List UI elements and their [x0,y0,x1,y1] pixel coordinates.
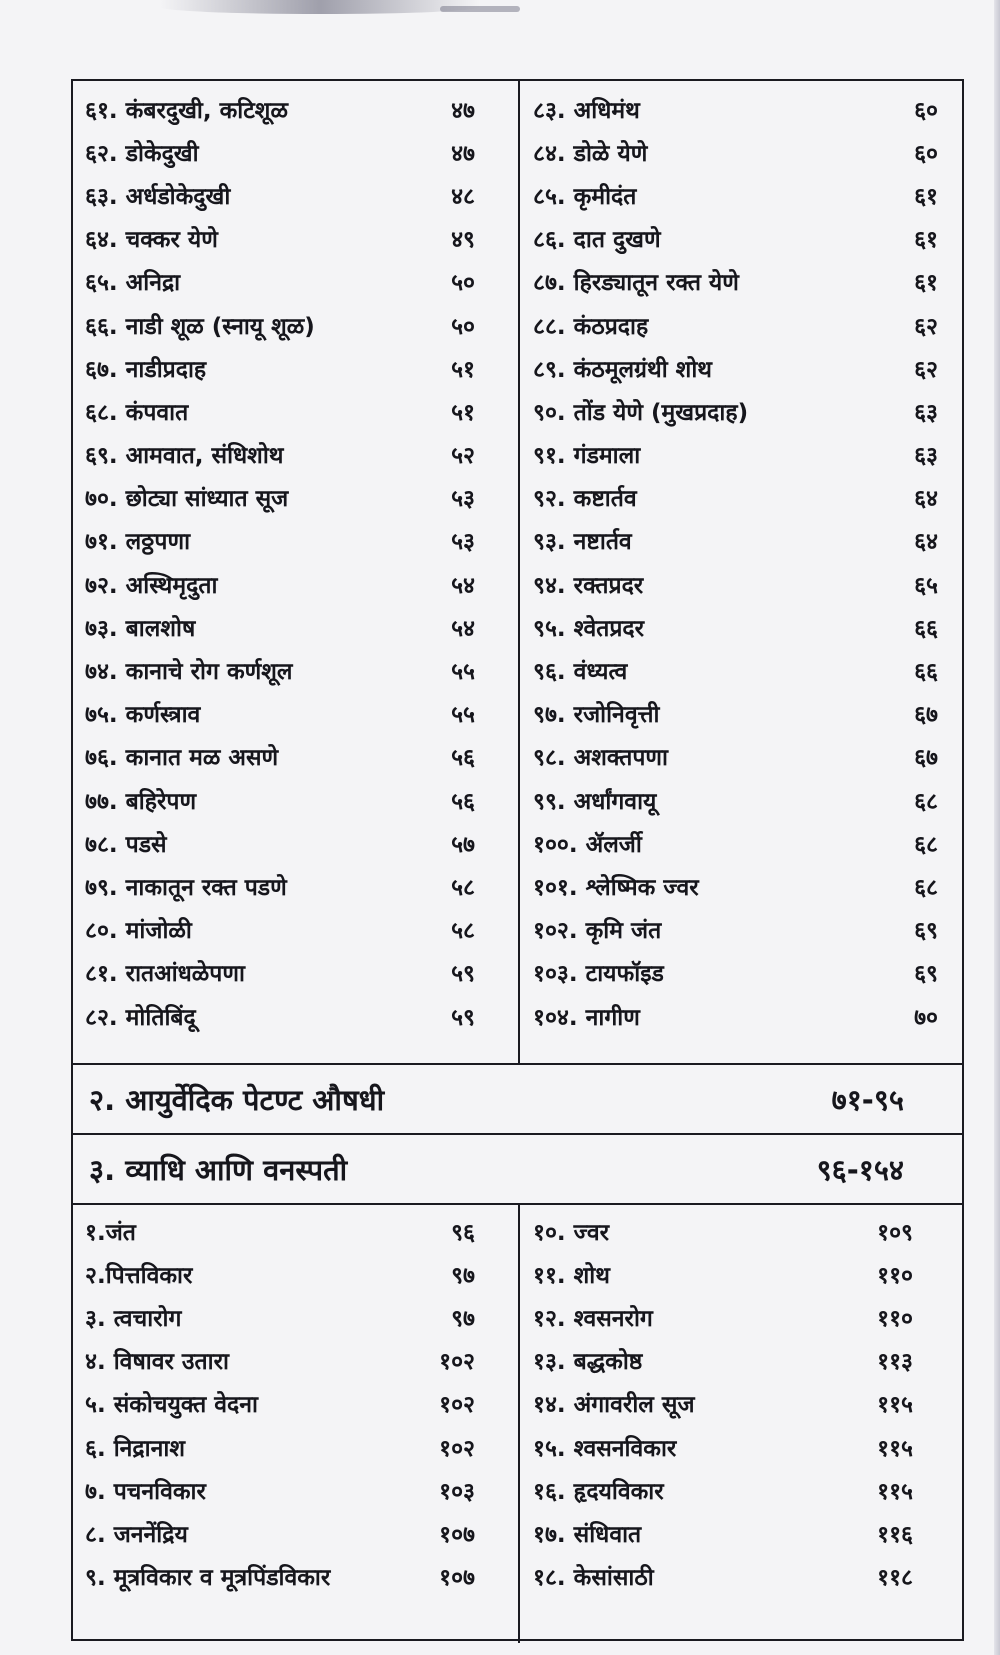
scan-smudge-mark [440,6,520,12]
entry-label: १६. हृदयविकार [533,1478,664,1505]
entry-label: ७४. कानाचे रोग कर्णशूल [85,659,293,686]
entry-page-number: ६६ [914,615,938,642]
toc-entry [85,562,475,605]
toc-entry [533,1555,913,1598]
section-title: २. आयुर्वेदिक पेटण्ट औषधी [89,1082,385,1117]
entry-label: ६७. नाडीप्रदाह [85,356,207,383]
toc-part3-right-column [533,1209,913,1598]
toc-entry [533,821,938,864]
entry-label: ९४. रक्तप्रदर [533,572,644,599]
entry-label: ६१. कंबरदुखी, कटिशूळ [85,97,288,124]
entry-page-number: ४९ [451,227,475,254]
entry-page-number: ६९ [914,961,938,988]
entry-page-number: ५८ [451,918,475,945]
toc-entry [533,778,938,821]
entry-page-number: ११५ [877,1478,913,1505]
entry-page-number: ६० [914,140,938,167]
entry-page-number: ११६ [877,1521,913,1548]
entry-page-number: ५८ [451,874,475,901]
toc-entry [533,130,938,173]
toc-entry [85,1511,475,1554]
toc-entry [533,87,938,130]
toc-entry [533,648,938,691]
entry-page-number: ५९ [451,961,475,988]
toc-entry [533,951,938,994]
toc-entry [85,692,475,735]
toc-part3-left-column [85,1209,475,1598]
entry-page-number: ५५ [451,702,475,729]
entry-label: ६२. डोकेदुखी [85,140,199,167]
entry-label: ६६. नाडी शूळ (स्नायू शूळ) [85,313,315,340]
entry-label: ११. शोथ [533,1262,610,1289]
toc-frame [71,79,964,1641]
toc-entry [85,1339,475,1382]
entry-label: ७३. बालशोष [85,615,196,642]
entry-page-number: ११३ [877,1349,913,1376]
toc-entry [85,87,475,130]
entry-page-number: ४८ [451,183,475,210]
toc-entry [533,1511,913,1554]
entry-label: ८९. कंठमूलग्रंथी शोथ [533,356,712,383]
entry-page-number: ६६ [914,659,938,686]
toc-entry [85,1555,475,1598]
entry-page-number: ५५ [451,659,475,686]
toc-entry [85,1295,475,1338]
entry-page-number: १०७ [439,1565,475,1592]
toc-part1-right-column [533,87,938,1037]
entry-label: १४. अंगावरील सूज [533,1392,695,1419]
entry-page-number: १०२ [439,1392,475,1419]
entry-label: ६५. अनिद्रा [85,270,181,297]
section-title: ३. व्याधि आणि वनस्पती [89,1152,348,1187]
toc-entry [533,908,938,951]
entry-page-number: ४७ [451,97,475,124]
entry-label: ६८. कंपवात [85,399,189,426]
toc-entry [85,433,475,476]
entry-label: ८७. हिरड्यातून रक्त येणे [533,270,739,297]
entry-label: ७७. बहिरेपण [85,788,197,815]
entry-page-number: ६० [914,97,938,124]
toc-entry [85,648,475,691]
entry-label: ७५. कर्णस्त्राव [85,702,201,729]
entry-page-number: १०३ [439,1478,475,1505]
toc-entry [85,864,475,907]
toc-entry [533,1468,913,1511]
entry-label: ७२. अस्थिमृदुता [85,572,218,599]
entry-label: ९१. गंडमाला [533,443,641,470]
entry-label: १०४. नागीण [533,1004,640,1031]
toc-entry [533,1209,913,1252]
toc-entry [85,346,475,389]
toc-entry [85,951,475,994]
entry-label: १३. बद्धकोष्ठ [533,1349,643,1376]
toc-entry [85,605,475,648]
entry-label: १००. ॲलर्जी [533,831,642,858]
entry-label: ३. त्वचारोग [85,1305,182,1332]
toc-entry [85,1425,475,1468]
entry-page-number: ९७ [451,1305,475,1332]
entry-page-number: ५३ [451,529,475,556]
toc-entry [85,994,475,1037]
entry-label: १८. केसांसाठी [533,1565,654,1592]
entry-label: ९७. रजोनिवृत्ती [533,702,660,729]
entry-label: १०१. श्लेष्मिक ज्वर [533,874,699,901]
toc-entry [533,1295,913,1338]
entry-page-number: ६८ [914,874,938,901]
toc-entry [85,1468,475,1511]
toc-entry [85,260,475,303]
entry-page-number: ११० [877,1305,913,1332]
entry-label: ८५. कृमीदंत [533,183,637,210]
entry-page-number: ६२ [914,313,938,340]
entry-label: ६. निद्रानाश [85,1435,185,1462]
entry-label: ७. पचनविकार [85,1478,206,1505]
entry-label: ८६. दात दुखणे [533,227,661,254]
toc-entry [533,562,938,605]
section-3-heading [73,1135,962,1203]
toc-part1-left-column [85,87,475,1037]
toc-entry [85,130,475,173]
entry-page-number: ९६ [451,1219,475,1246]
entry-label: ९५. श्वेतप्रदर [533,615,645,642]
entry-label: ८२. मोतिबिंदू [85,1004,196,1031]
entry-page-number: ५० [451,313,475,340]
toc-entry [533,1425,913,1468]
toc-entry [85,173,475,216]
entry-label: ९८. अशक्तपणा [533,745,668,772]
entry-page-number: १०२ [439,1435,475,1462]
toc-entry [85,389,475,432]
toc-entry [533,217,938,260]
toc-entry [85,735,475,778]
entry-label: ९६. वंध्यत्व [533,659,628,686]
entry-page-number: ५१ [451,399,475,426]
entry-page-number: ६१ [914,227,938,254]
entry-page-number: ६७ [914,745,938,772]
entry-page-number: ५६ [451,745,475,772]
toc-entry [533,389,938,432]
entry-label: ७१. लठ्ठपणा [85,529,191,556]
entry-page-number: ६३ [914,399,938,426]
section-page-range: ९६-१५४ [816,1152,904,1187]
entry-page-number: ६३ [914,443,938,470]
entry-label: ८१. रातआंधळेपणा [85,961,245,988]
toc-entry [533,1339,913,1382]
entry-page-number: ६८ [914,788,938,815]
entry-page-number: ५२ [451,443,475,470]
toc-entry [533,605,938,648]
entry-page-number: ११५ [877,1392,913,1419]
entry-label: ९०. तोंड येणे (मुखप्रदाह) [533,399,749,426]
entry-page-number: ५४ [451,572,475,599]
toc-entry [533,303,938,346]
entry-label: ४. विषावर उतारा [85,1349,229,1376]
entry-page-number: ५४ [451,615,475,642]
entry-page-number: ५६ [451,788,475,815]
entry-label: ७९. नाकातून रक्त पडणे [85,874,287,901]
toc-entry [85,1209,475,1252]
entry-label: ८०. मांजोळी [85,918,192,945]
column-divider-top [518,81,520,1063]
entry-label: ९३. नष्टार्तव [533,529,632,556]
toc-entry [533,1382,913,1425]
entry-label: ७८. पडसे [85,831,167,858]
section-page-range: ७१-९५ [831,1082,904,1117]
entry-page-number: ५३ [451,486,475,513]
toc-entry [85,1252,475,1295]
entry-label: ७०. छोट्या सांध्यात सूज [85,486,289,513]
entry-label: १०३. टायफॉइड [533,961,664,988]
entry-label: ८. जननेंद्रिय [85,1521,188,1548]
toc-entry [533,476,938,519]
entry-label: ६३. अर्धडोकेदुखी [85,183,231,210]
entry-label: ९९. अर्धांगवायू [533,788,657,815]
entry-page-number: ५० [451,270,475,297]
toc-entry [85,519,475,562]
toc-entry [533,864,938,907]
entry-label: ८३. अधिमंथ [533,97,640,124]
entry-page-number: ६४ [914,529,938,556]
entry-label: ९. मूत्रविकार व मूत्रपिंडविकार [85,1565,331,1592]
entry-page-number: ६८ [914,831,938,858]
toc-entry [533,260,938,303]
entry-label: १२. श्वसनरोग [533,1305,653,1332]
entry-page-number: ६१ [914,270,938,297]
toc-entry [533,692,938,735]
toc-entry [85,908,475,951]
entry-page-number: ६७ [914,702,938,729]
entry-page-number: ४७ [451,140,475,167]
entry-label: ७६. कानात मळ असणे [85,745,279,772]
toc-entry [533,433,938,476]
entry-page-number: ११५ [877,1435,913,1462]
section-2-heading [73,1065,962,1133]
page-edge-shadow [994,0,1000,1655]
toc-entry [85,476,475,519]
entry-page-number: ६४ [914,486,938,513]
toc-entry [85,1382,475,1425]
entry-label: २.पित्तविकार [85,1262,193,1289]
toc-entry [533,994,938,1037]
entry-page-number: ९७ [451,1262,475,1289]
entry-page-number: ११८ [877,1565,913,1592]
entry-label: ८४. डोळे येणे [533,140,648,167]
entry-page-number: ५१ [451,356,475,383]
entry-page-number: ७० [914,1004,938,1031]
toc-entry [533,735,938,778]
entry-page-number: ५९ [451,1004,475,1031]
entry-page-number: ५७ [451,831,475,858]
toc-entry [85,778,475,821]
toc-entry [533,346,938,389]
entry-label: १७. संधिवात [533,1521,642,1548]
entry-page-number: १०७ [439,1521,475,1548]
toc-entry [533,519,938,562]
entry-page-number: ६१ [914,183,938,210]
entry-page-number: १०२ [439,1349,475,1376]
entry-page-number: १०९ [877,1219,913,1246]
toc-entry [85,821,475,864]
entry-label: १.जंत [85,1219,136,1246]
entry-page-number: ६२ [914,356,938,383]
entry-label: ९२. कष्टार्तव [533,486,637,513]
entry-label: ६९. आमवात, संधिशोथ [85,443,284,470]
entry-label: ५. संकोचयुक्त वेदना [85,1392,258,1419]
toc-entry [85,217,475,260]
entry-label: ६४. चक्कर येणे [85,227,218,254]
entry-page-number: ६९ [914,918,938,945]
scan-smudge [160,0,480,14]
column-divider-bottom [518,1203,520,1643]
toc-entry [533,1252,913,1295]
entry-label: ८८. कंठप्रदाह [533,313,649,340]
entry-page-number: ६५ [914,572,938,599]
toc-entry [533,173,938,216]
entry-page-number: ११० [877,1262,913,1289]
entry-label: १०. ज्वर [533,1219,610,1246]
toc-entry [85,303,475,346]
entry-label: १५. श्वसनविकार [533,1435,677,1462]
entry-label: १०२. कृमि जंत [533,918,662,945]
